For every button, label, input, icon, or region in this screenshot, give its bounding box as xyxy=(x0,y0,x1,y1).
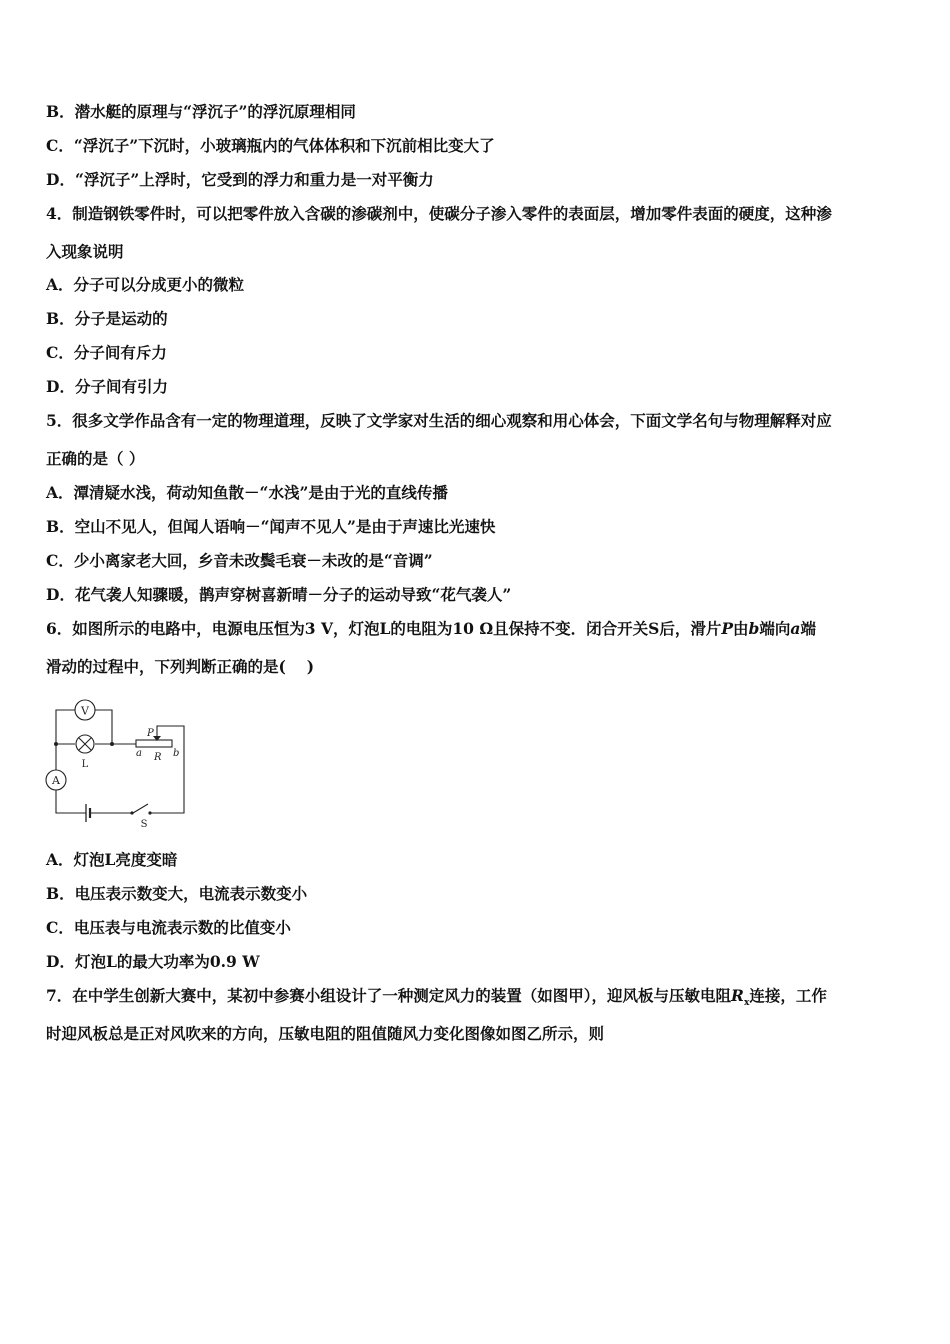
q4-option-c: C．分子间有斥力 xyxy=(46,343,167,362)
end-b-label: b xyxy=(173,748,180,759)
junction-dot xyxy=(110,742,114,746)
q5-stem-line-1: 5．很多文学作品含有一定的物理道理，反映了文学家对生活的细心观察和用心体会，下面文学名句与物理解释对应 xyxy=(46,411,832,430)
q5-stem-line-2: 正确的是（ ） xyxy=(46,449,145,468)
q3-option-d: D．“浮沉子”上浮时，它受到的浮力和重力是一对平衡力 xyxy=(46,170,434,189)
q6-stem-text: 6．如图所示的电路中，电源电压恒为3 V，灯泡L的电阻为10 Ω且保持不变．闭合开关S后，滑片 xyxy=(46,619,722,638)
resistor-label: R xyxy=(154,752,162,763)
q7-resistor-subscript: x xyxy=(743,998,750,1009)
q7-stem-text-end: 连接，工作 xyxy=(749,986,827,1005)
ammeter-label: A xyxy=(52,774,60,787)
q6-end-a-symbol: a xyxy=(790,619,801,638)
q3-option-b: B．潜水艇的原理与“浮沉子”的浮沉原理相同 xyxy=(46,102,356,121)
end-a-label: a xyxy=(136,748,142,759)
voltmeter-label: V xyxy=(81,704,89,718)
q5-option-c: C．少小离家老大回，乡音未改鬓毛衰－未改的是“音调” xyxy=(46,551,433,570)
q5-option-a: A．潭清疑水浅，荷动知鱼散－“水浅”是由于光的直线传播 xyxy=(46,483,448,502)
q6-stem-line-2: 滑动的过程中，下列判断正确的是( ) xyxy=(46,657,315,676)
q6-stem-to: 端向 xyxy=(759,619,791,638)
q4-option-b: B．分子是运动的 xyxy=(46,309,168,328)
q4-option-a: A．分子可以分成更小的微粒 xyxy=(46,275,245,294)
q6-option-b: B．电压表示数变大，电流表示数变小 xyxy=(46,884,308,903)
q6-slider-symbol: P xyxy=(721,619,734,638)
q5-option-b: B．空山不见人，但闻人语响－“闻声不见人”是由于声速比光速快 xyxy=(46,517,496,536)
q7-resistor-symbol: R xyxy=(731,986,744,1005)
q5-option-d: D．花气袭人知骤暖，鹊声穿树喜新晴－分子的运动导致“花气袭人” xyxy=(46,585,512,604)
switch-label: S xyxy=(140,819,148,830)
q4-stem-line-2: 入现象说明 xyxy=(46,242,124,261)
junction-dot xyxy=(54,742,58,746)
q6-stem-line-1 xyxy=(46,619,816,639)
switch-symbol xyxy=(130,804,151,815)
q7-stem-text: 7．在中学生创新大赛中，某初中参赛小组设计了一种测定风力的装置（如图甲），迎风板与压敏电阻 xyxy=(46,986,732,1005)
lamp-label: L xyxy=(81,759,89,770)
q4-option-d: D．分子间有引力 xyxy=(46,377,168,396)
q4-stem-line-1: 4．制造钢铁零件时，可以把零件放入含碳的渗碳剂中，使碳分子渗入零件的表面层，增加零件表面的硬度，这种渗 xyxy=(46,204,832,223)
q7-stem-line-2: 时迎风板总是正对风吹来的方向，压敏电阻的阻值随风力变化图像如图乙所示，则 xyxy=(46,1024,605,1043)
slider-label: P xyxy=(147,728,154,739)
q6-stem-from: 由 xyxy=(733,619,749,638)
q6-option-a: A．灯泡L亮度变暗 xyxy=(46,850,178,869)
lamp-symbol xyxy=(76,735,94,753)
battery-symbol xyxy=(86,804,90,822)
q3-option-c: C．“浮沉子”下沉时，小玻璃瓶内的气体体积和下沉前相比变大了 xyxy=(46,136,495,155)
q7-stem-line-1 xyxy=(46,986,827,1013)
q6-option-d: D．灯泡L的最大功率为0.9 W xyxy=(46,952,260,971)
q6-end-b-symbol: b xyxy=(748,619,760,638)
q6-circuit-diagram xyxy=(40,690,200,830)
q6-option-c: C．电压表与电流表示数的比值变小 xyxy=(46,918,291,937)
q6-stem-end: 端 xyxy=(800,619,816,638)
